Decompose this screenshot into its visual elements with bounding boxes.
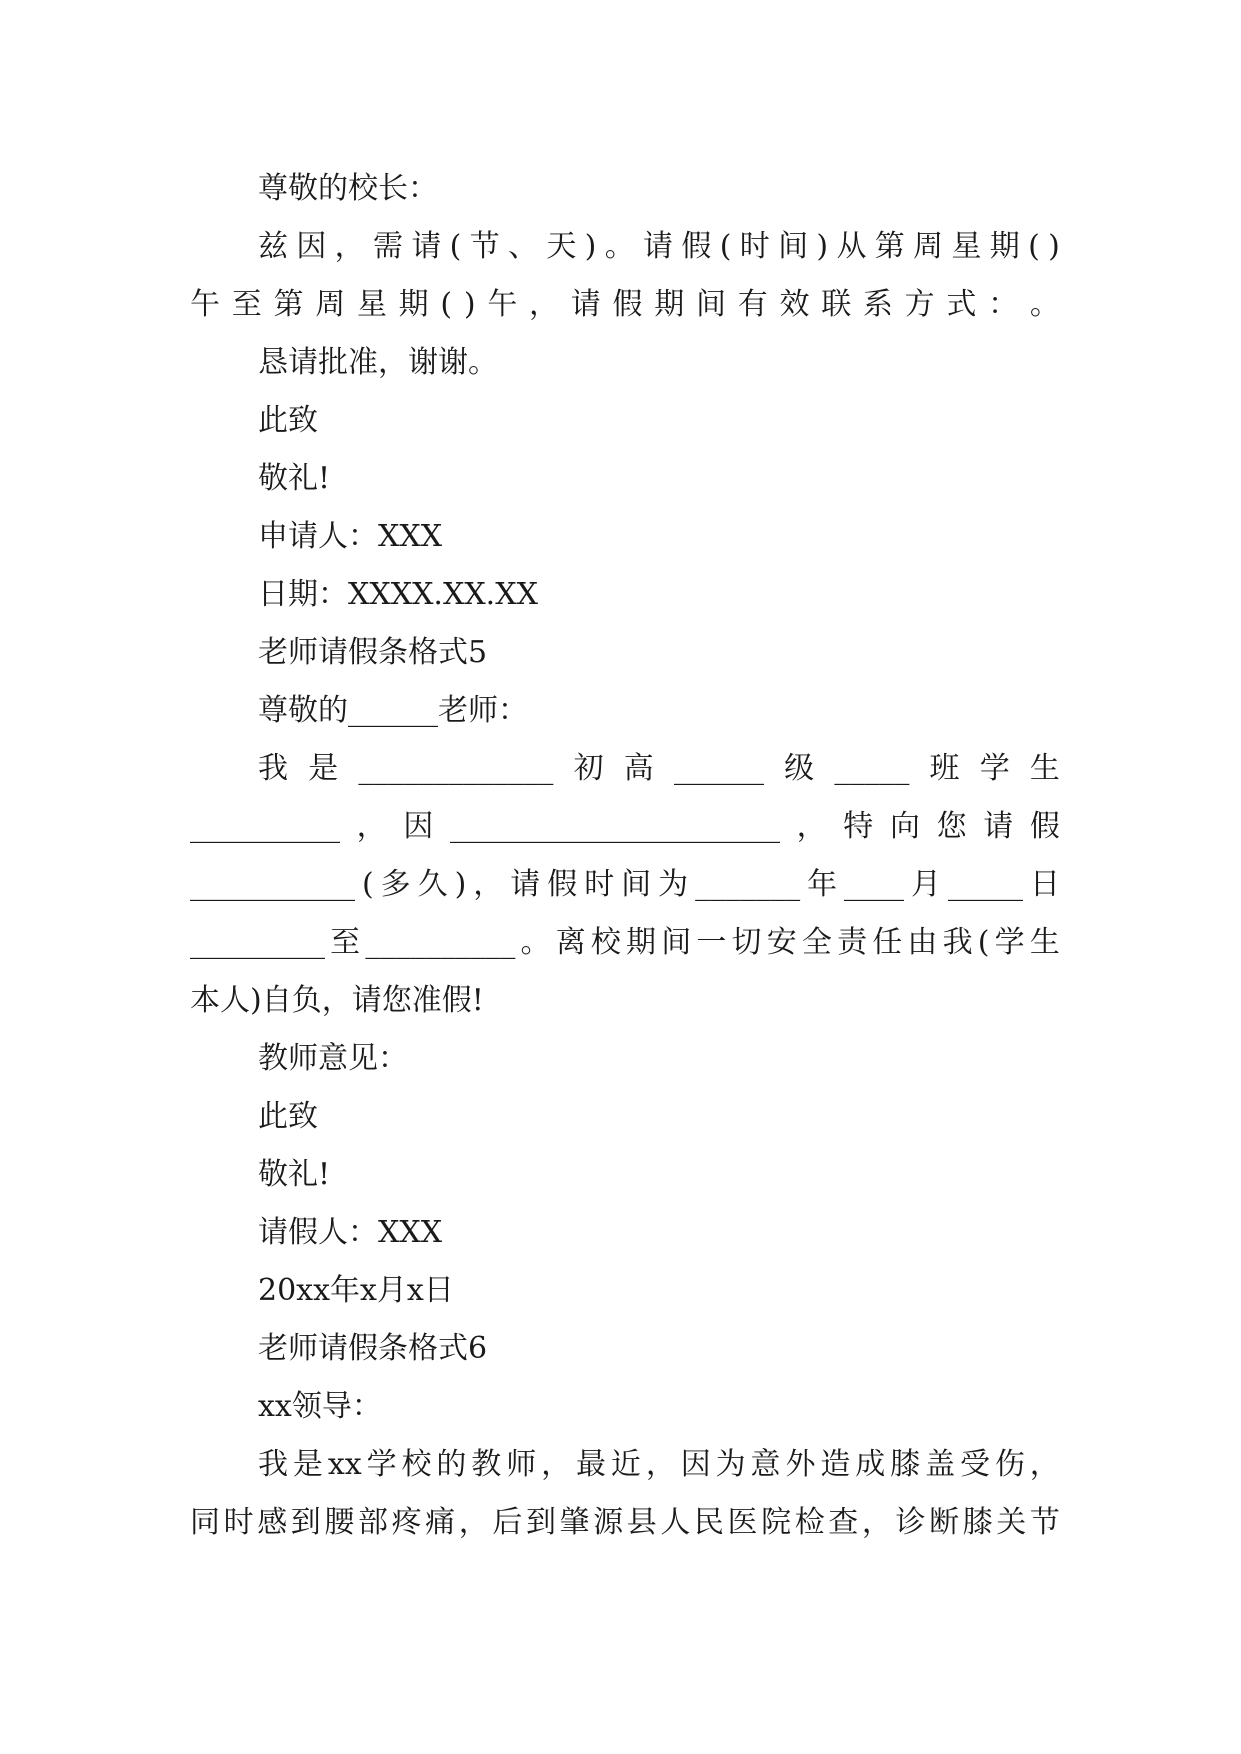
request-approval: 恳请批准，谢谢。 [258,345,498,380]
fill-line-period: _________ 至 __________ 。 离 校 期 间 一 切 安 全 责 任 由 我 ( 学 生 [190,925,1060,960]
closing-jingli-2: 敬礼! [258,1157,331,1192]
salutation-principal: 尊敬的校长： [258,171,438,206]
fill-line-end: 本人)自负，请您准假! [190,983,484,1018]
closing-cizhi-2: 此致 [258,1099,318,1134]
closing-jingli: 敬礼! [258,461,331,496]
document-page [190,160,1060,1552]
fill-line-reason: __________ ， 因 ______________________ ， 特 向 您 请 假 [190,809,1060,844]
body-line-injury: 我 是 xx 学 校 的 教 师 ， 最 近 ， 因 为 意 外 造 成 膝 盖 受 伤 ， [258,1447,1060,1482]
salutation-teacher: 尊敬的______老师： [258,693,528,728]
body-line-hospital: 同 时 感 到 腰 部 疼 痛 ， 后 到 肇 源 县 人 民 医 院 检 查 ， 诊 断 膝 关 节 [190,1505,1060,1540]
date-line: 日期：XXXX.XX.XX [258,577,538,612]
section-heading-format-6: 老师请假条格式6 [258,1331,488,1366]
teacher-opinion-label: 教师意见： [258,1041,408,1076]
leave-requester-name: 请假人：XXX [258,1215,443,1250]
applicant-name: 申请人：XXX [258,519,443,554]
date-line-2: 20xx年x月x日 [258,1273,454,1308]
salutation-leader: xx领导： [258,1389,382,1424]
body-line-time-contact: 午 至 第 周 星 期 ( ) 午 ， 请 假 期 间 有 效 联 系 方 式 ： 。 [190,287,1060,322]
fill-line-duration: ___________ ( 多 久 ) ， 请 假 时 间 为 _______ 年 ____ 月 _____ 日 [190,867,1060,902]
closing-cizhi: 此致 [258,403,318,438]
body-line-reason: 兹 因 ， 需 请 ( 节 、 天 ) 。 请 假 ( 时 间 ) 从 第 周 星 期 ( ) [258,229,1060,264]
fill-line-student: 我 是 _____________ 初 高 ______ 级 _____ 班 学 生 [258,751,1060,786]
section-heading-format-5: 老师请假条格式5 [258,635,488,670]
